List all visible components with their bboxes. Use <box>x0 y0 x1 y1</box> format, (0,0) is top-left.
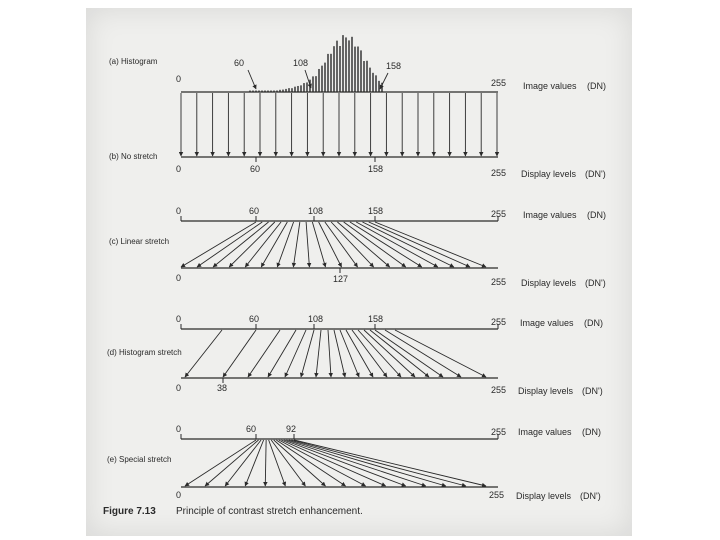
mapping-arrow <box>385 330 461 377</box>
panel-c-display-levels-label: Display levels <box>521 278 577 288</box>
panel-c-mapping-arrows <box>181 222 486 267</box>
panel-d-bottom-tick-255: 255 <box>491 385 507 395</box>
panel-a-tick-0: 0 <box>176 74 182 84</box>
panel-d-top-tick-158: 158 <box>368 314 384 324</box>
panel-b-tick-0: 0 <box>176 164 182 174</box>
panel-d-bottom-tick-0: 0 <box>176 383 182 393</box>
panel-e-bottom-tick-255: 255 <box>489 490 505 500</box>
panel-d-bottom-tick-38: 38 <box>217 383 228 393</box>
panel-c-dn-prime-label: (DN') <box>585 278 606 288</box>
mapping-arrow <box>261 222 287 267</box>
panel-e-mapping-arrows <box>185 440 486 486</box>
mapping-arrow <box>362 222 453 267</box>
panel-e-top-tick-60: 60 <box>246 424 257 434</box>
mapping-arrow <box>328 330 331 377</box>
mapping-arrow <box>306 222 309 267</box>
mapping-arrow <box>364 330 415 377</box>
mapping-arrow <box>375 222 486 267</box>
panel-a-tick-108: 108 <box>293 58 309 68</box>
panel-a-tick-255: 255 <box>491 78 507 88</box>
panel-e-dn-prime-label: (DN') <box>580 491 601 501</box>
panel-b-mapping-arrows <box>181 93 497 156</box>
mapping-arrow <box>269 440 286 486</box>
panel-d-top-tick-0: 0 <box>176 314 182 324</box>
mapping-arrow <box>213 222 268 267</box>
panel-c-top-tick-158: 158 <box>368 206 384 216</box>
mapping-arrow <box>181 222 256 267</box>
pointer-158 <box>380 73 388 89</box>
panel-e-bottom-tick-0: 0 <box>176 490 182 500</box>
mapping-arrow <box>316 330 321 377</box>
mapping-arrow <box>350 222 422 267</box>
figure-caption: Principle of contrast stretch enhancement. <box>176 506 363 517</box>
panel-c-bottom-tick-255: 255 <box>491 277 507 287</box>
panel-d-top-tick-108: 108 <box>308 314 324 324</box>
panel-e-dn-label: (DN) <box>582 427 601 437</box>
panel-c-linear-stretch <box>109 206 606 288</box>
panel-c-top-tick-60: 60 <box>249 206 260 216</box>
panel-c-bottom-tick-127: 127 <box>333 274 349 284</box>
panel-d-top-tick-255: 255 <box>491 317 507 327</box>
mapping-arrow <box>205 440 258 486</box>
panel-d-histogram-stretch <box>107 314 603 396</box>
mapping-arrow <box>337 222 389 267</box>
panel-d-mapping-arrows <box>185 330 486 377</box>
pointer-108 <box>305 70 311 88</box>
panel-c-top-tick-255: 255 <box>491 209 507 219</box>
panel-a-tick-60: 60 <box>234 58 245 68</box>
panel-b-tick-60: 60 <box>250 164 261 174</box>
panel-b-no-stretch <box>109 93 606 179</box>
mapping-arrow <box>334 330 345 377</box>
mapping-arrow <box>352 330 387 377</box>
figure-number: Figure 7.13 <box>103 506 156 517</box>
panel-d-dn-label: (DN) <box>584 318 603 328</box>
panel-e-title: (e) Special stretch <box>107 455 172 464</box>
mapping-arrow <box>245 222 281 267</box>
mapping-arrow <box>265 440 266 486</box>
panel-a-image-values-label: Image values <box>523 81 577 91</box>
mapping-arrow <box>225 440 261 486</box>
panel-d-dn-prime-label: (DN') <box>582 386 603 396</box>
panel-b-display-levels-label: Display levels <box>521 169 577 179</box>
mapping-arrow <box>223 330 256 377</box>
pointer-60 <box>248 70 256 89</box>
mapping-arrow <box>293 222 299 267</box>
panel-e-display-levels-label: Display levels <box>516 491 572 501</box>
mapping-arrow <box>289 440 446 486</box>
mapping-arrow <box>185 330 222 377</box>
mapping-arrow <box>370 330 429 377</box>
mapping-arrow <box>312 222 325 267</box>
mapping-arrow <box>185 440 256 486</box>
panel-e-image-values-label: Image values <box>518 427 572 437</box>
panel-b-dn-prime-label: (DN') <box>585 169 606 179</box>
panel-d-title: (d) Histogram stretch <box>107 348 182 357</box>
panel-e-special-stretch <box>107 424 601 501</box>
mapping-arrow <box>245 440 263 486</box>
panel-d-image-values-label: Image values <box>520 318 574 328</box>
panel-c-top-tick-108: 108 <box>308 206 324 216</box>
histogram-bars <box>250 35 382 92</box>
mapping-arrow <box>284 440 406 486</box>
panel-a-title: (a) Histogram <box>109 57 158 66</box>
panel-d-top-tick-60: 60 <box>249 314 260 324</box>
panel-c-top-tick-0: 0 <box>176 206 182 216</box>
panel-d-display-levels-label: Display levels <box>518 386 574 396</box>
mapping-arrow <box>340 330 359 377</box>
panel-a-dn-label: (DN) <box>587 81 606 91</box>
panel-e-top-tick-92: 92 <box>286 424 297 434</box>
mapping-arrow <box>369 222 470 267</box>
panel-c-title: (c) Linear stretch <box>109 237 170 246</box>
panel-b-title: (b) No stretch <box>109 152 158 161</box>
panel-b-tick-158: 158 <box>368 164 384 174</box>
mapping-arrow <box>281 440 385 486</box>
panel-a-tick-158: 158 <box>386 61 402 71</box>
panel-c-bottom-tick-0: 0 <box>176 273 182 283</box>
panel-e-top-tick-255: 255 <box>491 427 507 437</box>
mapping-arrow <box>277 222 293 267</box>
mapping-arrow <box>248 330 280 377</box>
panel-c-image-values-label: Image values <box>523 210 577 220</box>
panel-e-top-tick-0: 0 <box>176 424 182 434</box>
panel-a-histogram <box>109 35 606 92</box>
panel-b-tick-255: 255 <box>491 168 507 178</box>
mapping-arrow <box>286 440 425 486</box>
panel-c-dn-label: (DN) <box>587 210 606 220</box>
mapping-arrow <box>268 330 296 377</box>
